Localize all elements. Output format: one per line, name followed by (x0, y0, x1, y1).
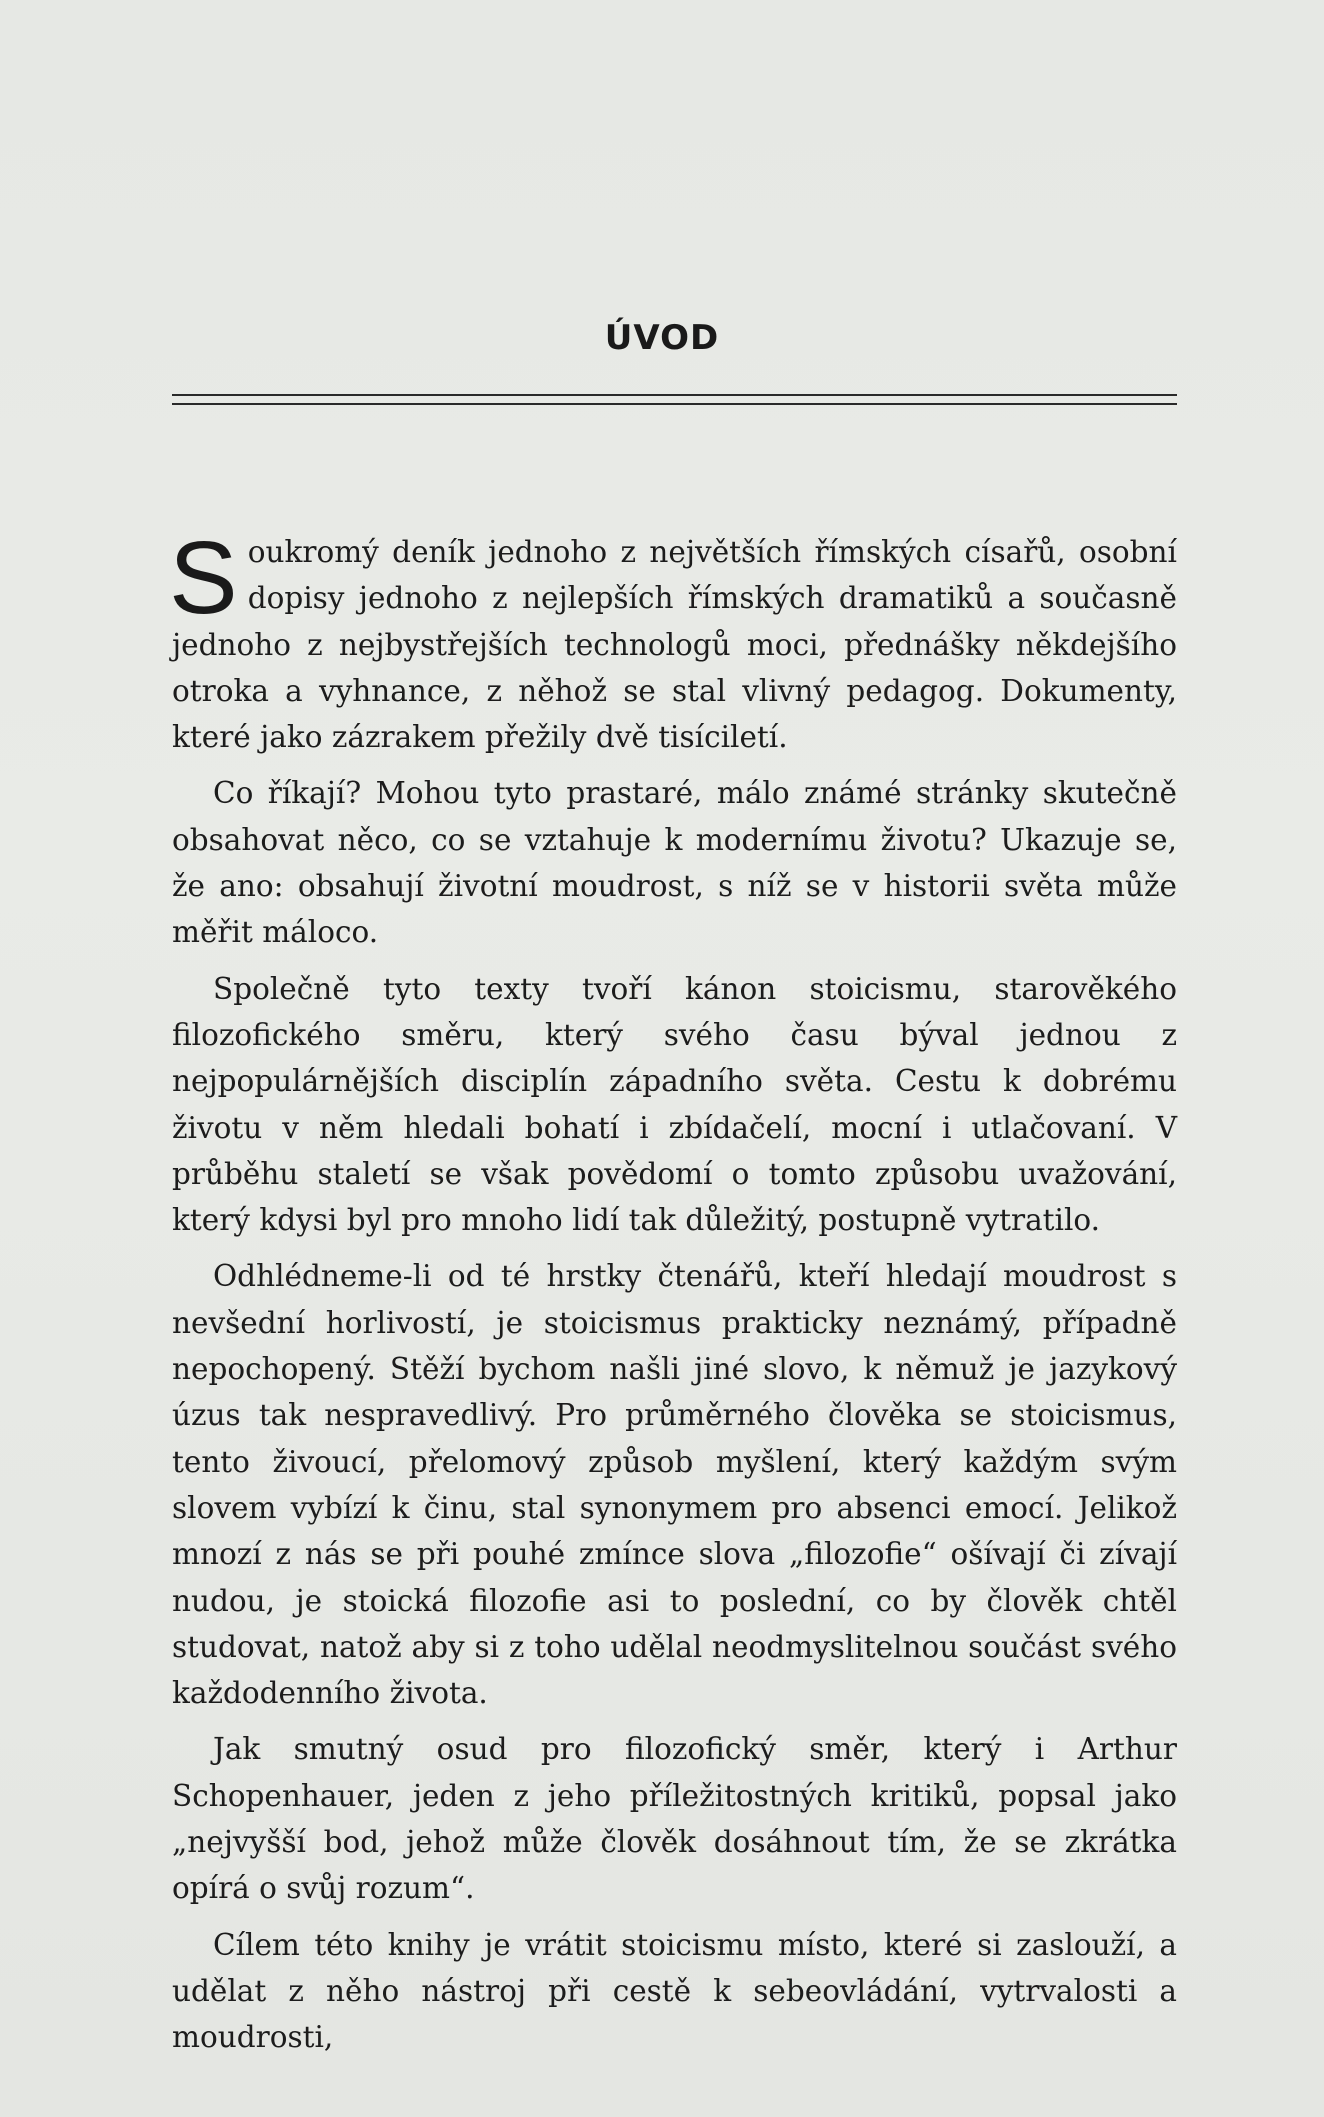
paragraph-5: Jak smutný osud pro filozofický směr, který i Arthur Schopenhauer, jeden z jeho příležitostných kritiků, popsal jako „nejvyšší bod, jehož může člověk dosáhnout tím, že se zkrátka opírá o svůj rozum“. (172, 1732, 1177, 1906)
paragraph-4: Odhlédneme-li od té hrstky čtenářů, kteří hledají moudrost s nevšední horlivostí, je stoicismus prakticky neznámý, případně nepochopený. Stěží bychom našli jiné slovo, k němuž je jazykový úzus tak nespravedlivý. Pro průměrného člověka se stoicismus, tento živoucí, přelomový způsob myšlení, který každým svým slovem vybízí k činu, stal synonymem pro absenci emocí. Jelikož mnozí z nás se při pouhé zmínce slova „filozofie“ ošívají či zívají nudou, je stoická filozofie asi to poslední, co by člověk chtěl studovat, natož aby si z toho udělal neodmyslitelnou součást svého každodenního života. (172, 1259, 1177, 1711)
paragraph-2: Co říkají? Mohou tyto prastaré, málo známé stránky skutečně obsahovat něco, co se vztahuje k modernímu životu? Ukazuje se, že ano: obsahují životní moudrost, s níž se v historii světa může měřit máloco. (172, 776, 1177, 950)
chapter-heading: ÚVOD (604, 318, 720, 358)
drop-cap: S (169, 520, 238, 635)
heading-rule-top (172, 394, 1177, 396)
body-text (169, 520, 1177, 2071)
paragraph-1 (169, 520, 1177, 760)
paragraph-1-text: oukromý deník jednoho z největších římských císařů, osobní dopisy jednoho z nejlepších římských dramatiků a současně jednoho z nejbystřejších technologů moci, přednášky někdejšího otroka a vyhnance, z něhož se stal vlivný pedagog. Dokumenty, které jako zázrakem přežily dvě tisíciletí. (172, 535, 1177, 755)
heading-rule-bottom (172, 403, 1177, 405)
paragraph-3: Společně tyto texty tvoří kánon stoicismu, starověkého filozofického směru, který svého času býval jednou z nejpopulárnějších disciplín západního světa. Cestu k dobrému životu v něm hledali bohatí i zbídačelí, mocní i utlačovaní. V průběhu staletí se však povědomí o tomto způsobu uvažování, který kdysi byl pro mnoho lidí tak důležitý, postupně vytratilo. (172, 971, 1177, 1238)
paragraph-6: Cílem této knihy je vrátit stoicismu místo, které si zaslouží, a udělat z něho nástroj při cestě k sebeovládání, vytrvalosti a moudrosti, (172, 1927, 1177, 2055)
